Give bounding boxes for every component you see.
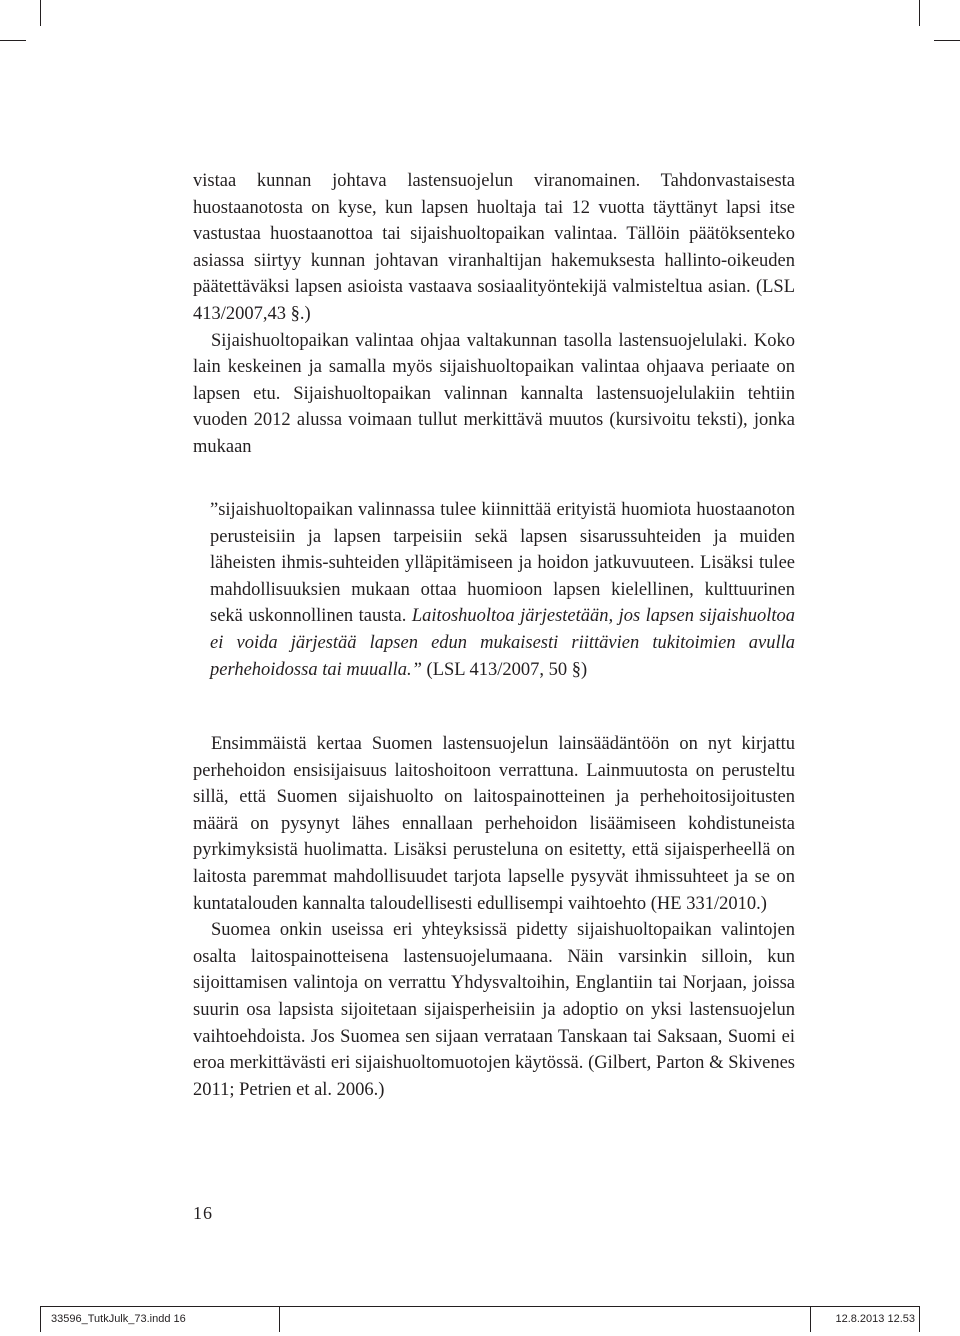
slug-spacer [280, 1306, 811, 1332]
body-text-block-top [193, 168, 795, 461]
law-quote [210, 497, 795, 683]
law-quote-italic: Laitoshuoltoa järjestetään, jos lapsen sijaishuoltoa ei voida järjestää lapsen edun mukaisesti riittävien tukitoimien avulla perhehoidossa tai muualla.” [210, 606, 796, 680]
paragraph-huostaanotto: vistaa kunnan johtava lastensuojelun viranomainen. Tahdonvastaisesta huostaanotosta on kyse, kun lapsen huoltaja tai 12 vuotta täyttänyt lapsi itse vastustaa huostaanottoa tai sijaishuoltopaikan valintaa. Tällöin päätöksenteko asiassa siirtyy kunnan johtavan viranhaltijan hakemuksesta hallinto-oikeuden päätettäväksi lapsen asioista vastaava sosiaalityöntekijä valmisteltua asian. (LSL 413/2007,43 §.) [193, 171, 795, 324]
crop-mark-top-left-vertical [40, 0, 41, 26]
crop-mark-top-left-horizontal [0, 40, 26, 41]
slug-datetime: 12.8.2013 12.53 [810, 1306, 920, 1332]
law-quote-text: ”sijaishuoltopaikan valinnassa tulee kiinnittää erityistä huomiota huostaanoton perusteisiin ja lapsen tarpeisiin sekä lapsen sisarussuhteiden ja muiden läheisten ihmis-suhteiden ylläpitämiseen ja hoidon jatkuvuuteen. Lisäksi tulee mahdollisuuksien mukaan ottaa huomioon lapsen kielellinen, kulttuurinen sekä uskonnollinen tausta. [210, 500, 795, 627]
body-text-block-bottom [193, 731, 795, 1103]
page-number: 16 [193, 1203, 213, 1223]
paragraph-perhehoito: Ensimmäistä kertaa Suomen lastensuojelun lainsäädäntöön on nyt kirjattu perhehoidon ensisijaisuus laitoshoitoon verrattuna. Lainmuutosta on perusteltu sillä, että Suomen sijaishuolto on laitospainotteinen ja perhehoitosijoitusten määrä on pysynyt lähes ennallaan perhehoidon lisäämiseen kohdistuneista pyrkimyksistä huolimatta. Lisäksi perusteluna on esitetty, että sijaisperheellä on laitosta paremmat mahdollisuudet tarjota lapselle pysyvät ihmissuhteet ja se on kuntatalouden kannalta taloudellisesti edullisempi vaihtoehto (HE 331/2010.) [193, 734, 795, 914]
crop-mark-top-right-vertical [919, 0, 920, 26]
slug-filename: 33596_TutkJulk_73.indd 16 [40, 1306, 280, 1332]
crop-mark-top-right-horizontal [934, 40, 960, 41]
paragraph-laitospainotteisuus: Suomea onkin useissa eri yhteyksissä pidetty sijaishuoltopaikan valintojen osalta laitospainotteisena lastensuojelumaana. Näin varsinkin silloin, kun sijoittamisen valintoja on verrattu Yhdysvaltoihin, Englantiin tai Norjaan, joissa suurin osa lapsista sijoitetaan sijaisperheisiin ja adoptio on yksi lastensuojelun vaihtoehdoista. Jos Suomea sen sijaan verrataan Tanskaan tai Saksaan, Suomi ei eroa merkittävästi eri sijaishuoltomuotojen käytössä. (Gilbert, Parton & Skivenes 2011; Petrien et al. 2006.) [193, 920, 795, 1100]
law-quote-paragraph [210, 497, 795, 683]
paragraph-sijaishuoltopaikka: Sijaishuoltopaikan valintaa ohjaa valtakunnan tasolla lastensuojelulaki. Koko lain keskeinen ja samalla myös sijaishuoltopaikan valintaa ohjaava periaate on lapsen etu. Sijaishuoltopaikan valinnan kannalta lastensuojelulakiin tehtiin vuoden 2012 alussa voimaan tullut merkittävä muutos (kursivoitu teksti), jonka mukaan [193, 330, 795, 457]
law-quote-citation: (LSL 413/2007, 50 §) [426, 659, 588, 680]
